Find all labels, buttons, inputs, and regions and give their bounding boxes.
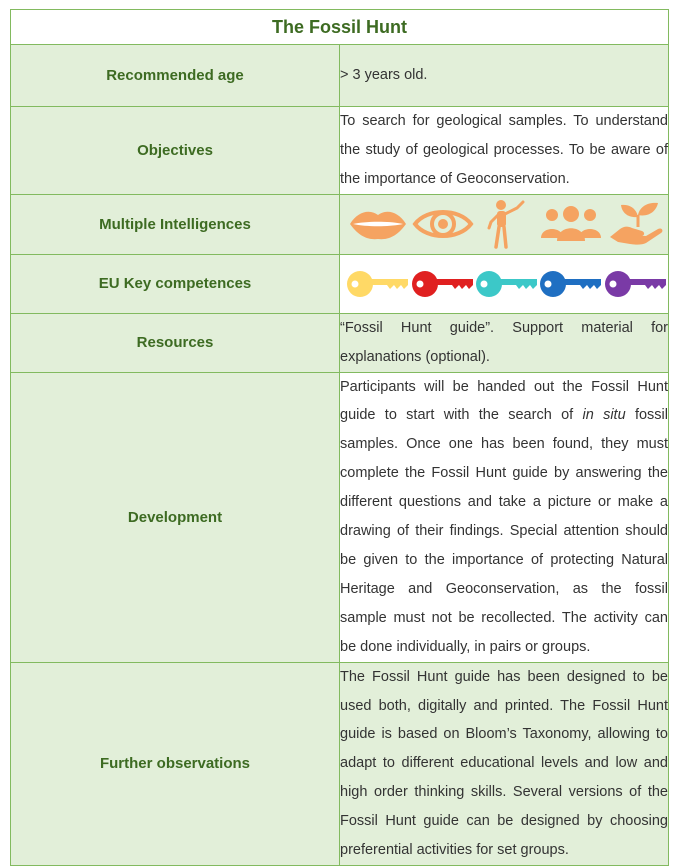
label-resources: Resources [11, 313, 340, 372]
cyan-key-icon [475, 258, 539, 310]
competences-icons-cell [340, 254, 669, 313]
label-recommended-age: Recommended age [11, 45, 340, 107]
intelligences-icons-cell [340, 194, 669, 254]
hand-plant-icon [604, 198, 668, 250]
label-further-observations: Further observations [11, 662, 340, 865]
title-cell [11, 10, 669, 45]
lips-icon [346, 198, 410, 250]
development-text-part2: fossil samples. Once one has been found, they must complete the Fossil Hunt guide by answering the different questions and take a picture or make a drawing of their findings. Special attention should be given to the importance of protecting Natural Heritage and Geoconservation, as the fossil sample must not be recollected. The activity can be done individually, in pairs or groups. [340, 407, 668, 655]
value-objectives: To search for geological samples. To understand the study of geological processes. To be aware of the importance of Geoconservation. [340, 107, 669, 195]
value-resources: “Fossil Hunt guide”. Support material for explanations (optional). [340, 313, 669, 372]
yellow-key-icon [346, 258, 410, 310]
value-recommended-age: > 3 years old. [340, 45, 669, 107]
label-development: Development [11, 372, 340, 662]
page-title: The Fossil Hunt [272, 16, 407, 37]
activity-table [10, 9, 669, 866]
value-development [340, 372, 669, 662]
label-multiple-intelligences: Multiple Intelligences [11, 194, 340, 254]
value-further-observations: The Fossil Hunt guide has been designed to be used both, digitally and printed. The Fossil Hunt guide is based on Bloom’s Taxonomy, allowing to adapt to different educational levels and low and high order thinking skills. Several versions of the Fossil Hunt guide can be designed by choosing preferential activities for set groups. [340, 662, 669, 865]
purple-key-icon [604, 258, 668, 310]
figure-pointing-icon [475, 198, 539, 250]
red-key-icon [410, 258, 474, 310]
eye-icon [410, 198, 474, 250]
label-objectives: Objectives [11, 107, 340, 195]
group-people-icon [539, 198, 603, 250]
blue-key-icon [539, 258, 603, 310]
development-text-part1: Participants will be handed out the Fossil Hunt guide to start with the search of [340, 378, 668, 424]
label-eu-key-competences: EU Key competences [11, 254, 340, 313]
development-text-italic: in situ [582, 407, 626, 424]
